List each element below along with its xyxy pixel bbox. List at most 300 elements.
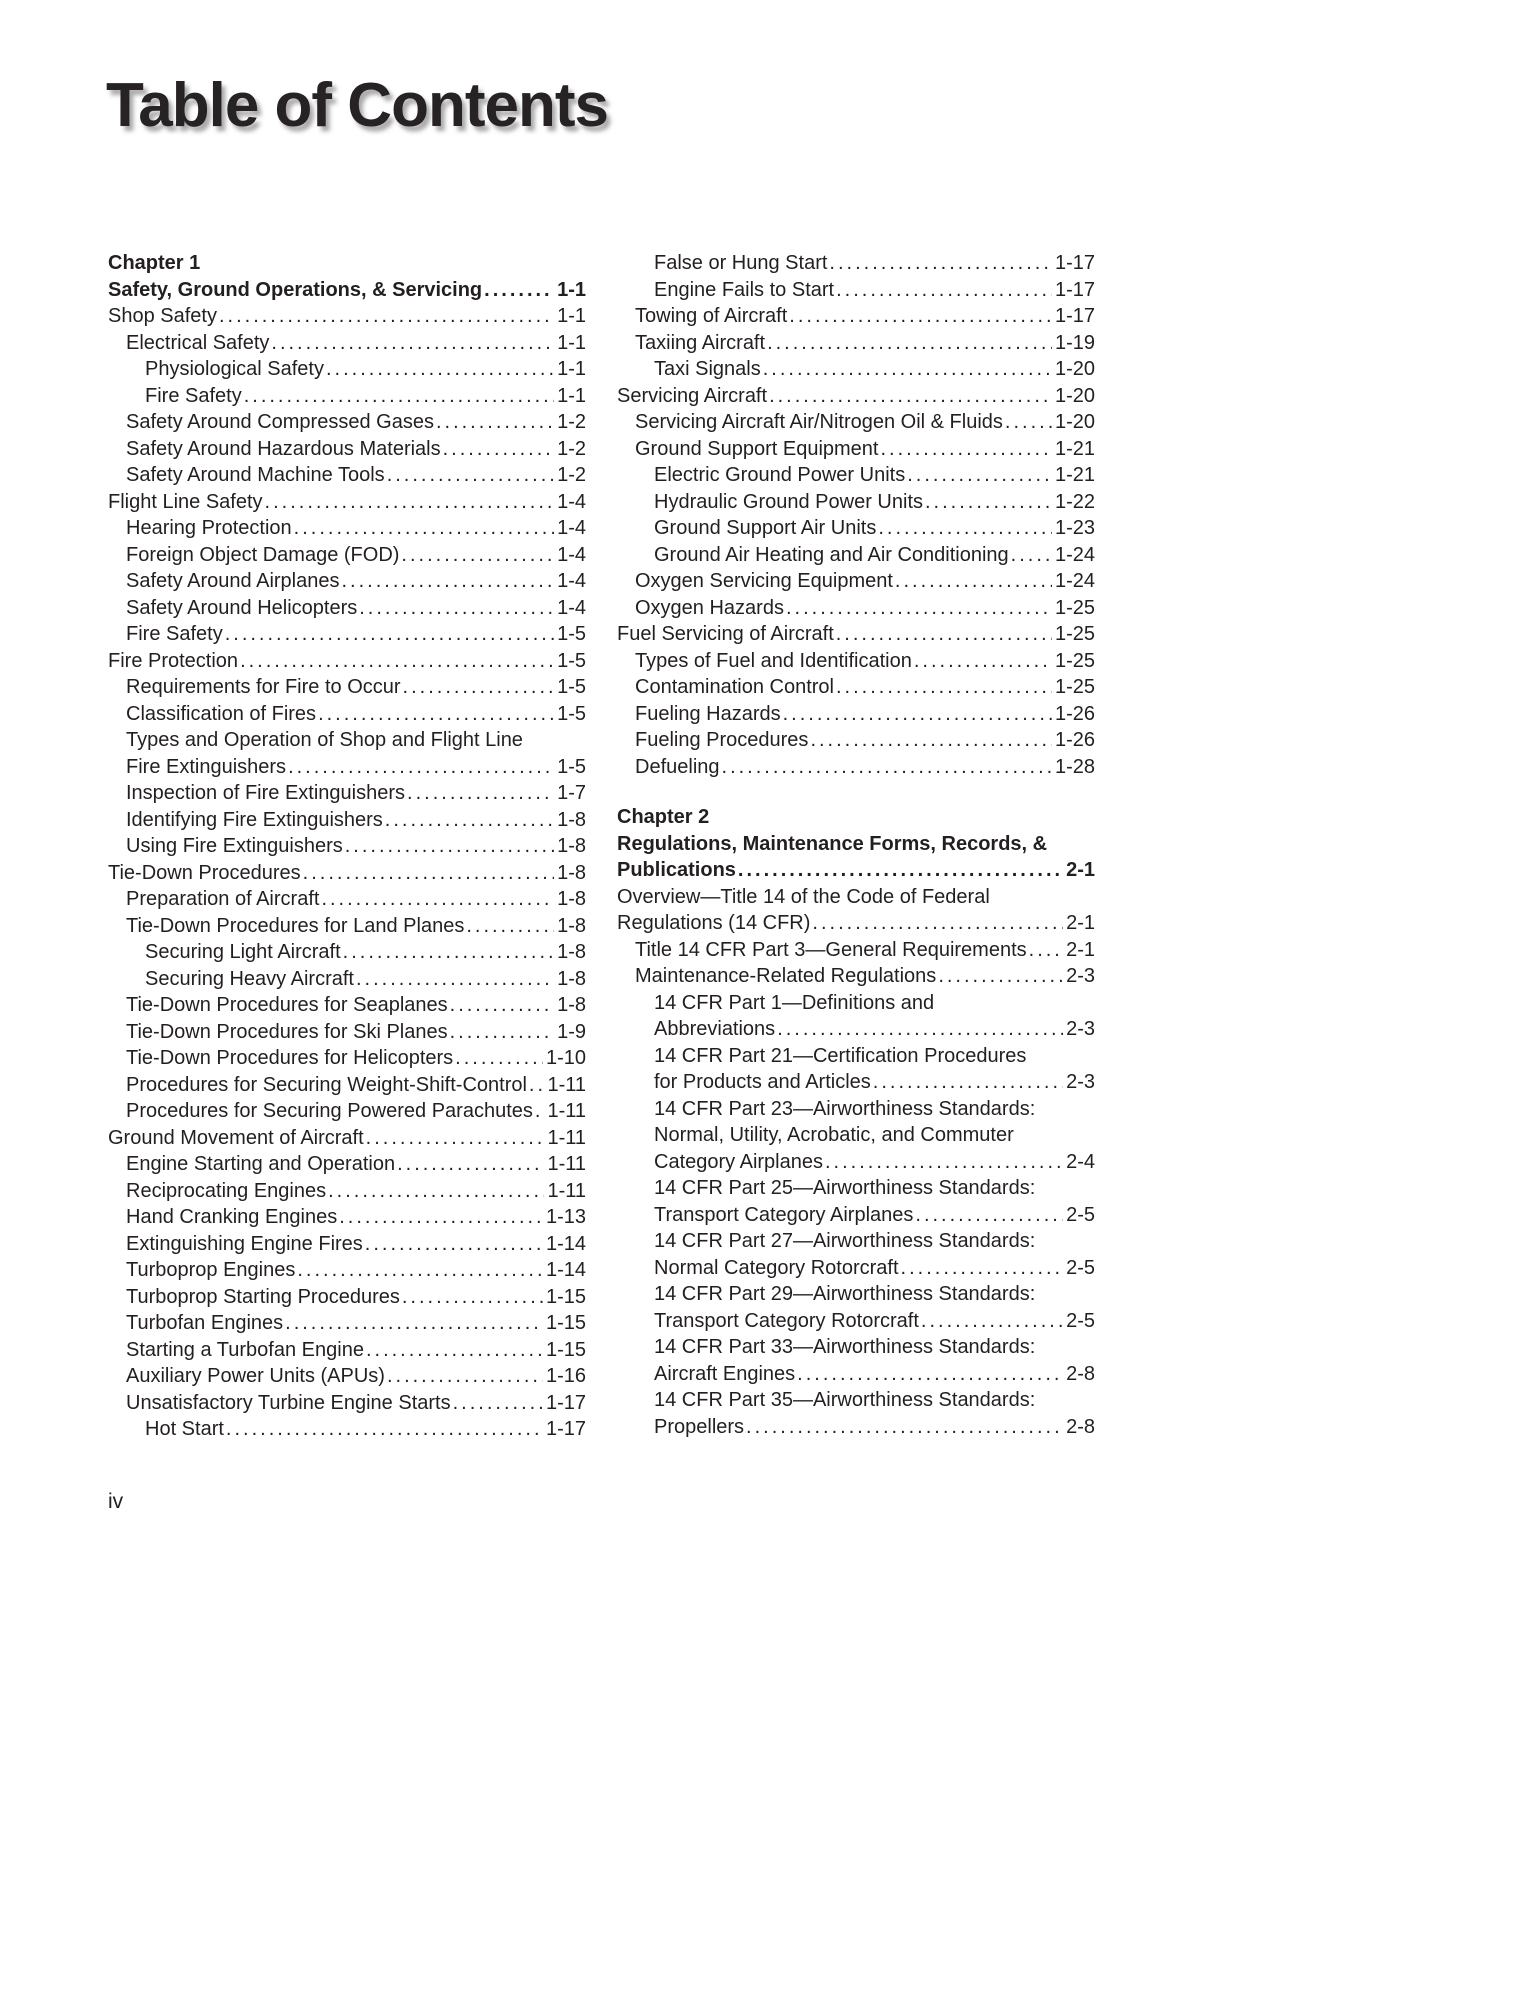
toc-entry-text: Reciprocating Engines (126, 1179, 327, 1202)
toc-entry-line (108, 489, 586, 516)
toc-entry (108, 674, 586, 701)
toc-entry (617, 409, 1095, 436)
toc-page-number: 1-7 (557, 782, 586, 804)
toc-entry-text: Oxygen Hazards (635, 596, 784, 619)
toc-entry-text: Category Airplanes (654, 1150, 823, 1173)
dot-leader (789, 303, 1052, 330)
toc-entry-line (126, 1363, 586, 1390)
dot-leader (769, 383, 1052, 410)
toc-entry-text: Securing Heavy Aircraft (145, 967, 354, 990)
toc-entry-line (654, 1334, 1095, 1361)
dot-leader (873, 1069, 1063, 1096)
toc-entry-text: Tie-Down Procedures for Helicopters (126, 1047, 454, 1069)
toc-entry-line (126, 1284, 586, 1311)
toc-entry (617, 462, 1095, 489)
toc-page-number: 2-3 (1066, 965, 1095, 987)
toc-page-number: 1-1 (557, 384, 586, 407)
dot-leader (783, 701, 1052, 728)
toc-entry-line (635, 568, 1095, 595)
toc-entry-line (126, 727, 586, 754)
toc-page-number: 1-1 (557, 331, 586, 354)
toc-entry-line (126, 595, 586, 622)
toc-entry-text: Types and Operation of Shop and Flight Line (126, 729, 523, 751)
toc-entry (617, 1387, 1095, 1440)
toc-entry-text: Servicing Aircraft (617, 384, 768, 407)
toc-entry-text: Preparation of Aircraft (126, 888, 320, 910)
toc-entry-text: Ground Support Air Units (654, 517, 877, 539)
dot-leader (297, 1257, 543, 1284)
toc-entry-line (126, 886, 586, 913)
toc-entry-line (654, 1387, 1095, 1414)
dot-leader (881, 436, 1052, 463)
toc-entry (108, 1231, 586, 1258)
toc-entry-text: Overview—Title 14 of the Code of Federal (617, 885, 990, 908)
toc-entry-line (126, 462, 586, 489)
toc-page-number: 1-5 (557, 649, 586, 672)
toc-page-number: 1-17 (1054, 252, 1095, 274)
toc-page-number: 2-5 (1066, 1309, 1095, 1332)
dot-leader (836, 277, 1052, 304)
toc-entry-text: Securing Light Aircraft (145, 941, 341, 963)
dot-leader (722, 754, 1052, 781)
toc-entry (108, 1284, 586, 1311)
toc-entry-text: Normal Category Rotorcraft (654, 1256, 899, 1279)
toc-entry (108, 1098, 586, 1125)
toc-page-number: 2-5 (1066, 1203, 1095, 1226)
toc-entry (108, 1363, 586, 1390)
toc-entry-line (126, 1204, 586, 1231)
toc-page-number: 1-15 (545, 1285, 586, 1308)
toc-entry (617, 356, 1095, 383)
toc-entry-text: Turbofan Engines (126, 1312, 284, 1334)
toc-entry-line (126, 621, 586, 648)
toc-entry (617, 621, 1095, 648)
dot-leader (746, 1414, 1063, 1441)
toc-page-number: 2-1 (1066, 938, 1095, 961)
toc-entry-text: False or Hung Start (654, 252, 828, 274)
toc-entry (617, 937, 1095, 964)
toc-entry-text: Shop Safety (108, 305, 217, 327)
toc-page-number: 1-21 (1054, 464, 1095, 486)
toc-entry-line (654, 1414, 1095, 1441)
dot-leader (219, 303, 554, 330)
toc-entry-text: Safety Around Machine Tools (126, 464, 385, 486)
dot-leader (387, 462, 554, 489)
toc-page-number: 1-5 (557, 702, 586, 725)
toc-entry-text: Ground Air Heating and Air Conditioning (654, 543, 1009, 566)
toc-entry (617, 383, 1095, 410)
toc-entry-text: Transport Category Airplanes (654, 1203, 914, 1226)
toc-entry-line (126, 807, 586, 834)
toc-page-number: 1-20 (1054, 411, 1095, 433)
toc-entry (617, 754, 1095, 781)
dot-leader (450, 992, 554, 1019)
toc-entry (108, 330, 586, 357)
toc-entry-line (635, 648, 1095, 675)
toc-entry-text: Identifying Fire Extinguishers (126, 808, 383, 831)
toc-entry-text: Tie-Down Procedures for Land Planes (126, 914, 465, 937)
toc-entry-line (654, 515, 1095, 542)
toc-entry (617, 1334, 1095, 1387)
toc-entry (108, 409, 586, 436)
toc-page-number: 1-8 (557, 914, 586, 937)
toc-page-number: 1-8 (557, 967, 586, 990)
toc-entry (108, 807, 586, 834)
toc-page-number: 1-1 (557, 278, 586, 301)
toc-column-left (108, 250, 586, 1443)
toc-entry-text: 14 CFR Part 33—Airworthiness Standards: (654, 1336, 1036, 1358)
dot-leader (385, 807, 554, 834)
toc-entry-line (126, 1045, 586, 1072)
section-gap (617, 780, 1095, 804)
toc-entry-text: Engine Fails to Start (654, 278, 835, 301)
toc-page-number: 1-24 (1054, 570, 1095, 592)
toc-page-number: 1-4 (557, 570, 586, 592)
toc-page-number: 1-2 (557, 437, 586, 460)
toc-entry-text: Flight Line Safety (108, 490, 263, 513)
toc-entry-line (617, 884, 1095, 911)
toc-entry (617, 884, 1095, 937)
toc-entry-text: Taxiing Aircraft (635, 331, 766, 354)
toc-entry-text: Hot Start (145, 1418, 224, 1440)
toc-entry (617, 648, 1095, 675)
toc-entry (617, 303, 1095, 330)
toc-entry-line (145, 939, 586, 966)
toc-entry (617, 1043, 1095, 1096)
toc-entry-line (654, 250, 1095, 277)
toc-entry-line (126, 992, 586, 1019)
toc-entry (617, 595, 1095, 622)
toc-page-number: 1-19 (1054, 331, 1095, 354)
toc-page-number: 1-2 (557, 464, 586, 486)
toc-page-number: 1-25 (1054, 596, 1095, 619)
toc-entry (108, 1178, 586, 1205)
toc-page-number: 2-8 (1066, 1362, 1095, 1385)
dot-leader (401, 542, 554, 569)
dot-leader (226, 1416, 543, 1443)
toc-entry (108, 939, 586, 966)
toc-entry-line (126, 833, 586, 860)
toc-entry (617, 701, 1095, 728)
toc-entry-text: Hydraulic Ground Power Units (654, 490, 923, 513)
toc-columns (108, 250, 1095, 1443)
toc-page-number: 1-26 (1054, 702, 1095, 725)
toc-entry-text: Fuel Servicing of Aircraft (617, 623, 834, 645)
toc-entry-line (126, 409, 586, 436)
toc-entry-text: 14 CFR Part 23—Airworthiness Standards: (654, 1097, 1036, 1120)
toc-entry-text: Normal, Utility, Acrobatic, and Commuter (654, 1124, 1014, 1146)
dot-leader (366, 1337, 543, 1364)
dot-leader (836, 621, 1052, 648)
toc-page-number: 1-1 (557, 305, 586, 327)
toc-page-number: 1-5 (557, 676, 586, 698)
toc-entry-line (654, 1175, 1095, 1202)
toc-entry (108, 356, 586, 383)
toc-entry (108, 515, 586, 542)
toc-entry-line (635, 409, 1095, 436)
toc-page-number: 1-13 (545, 1206, 586, 1228)
toc-page-number: 1-11 (547, 1126, 586, 1149)
toc-entry-line (108, 277, 586, 304)
toc-entry-line (126, 568, 586, 595)
toc-entry-line (654, 1122, 1095, 1149)
toc-page-number: 1-25 (1054, 649, 1095, 672)
toc-entry-text: 14 CFR Part 27—Airworthiness Standards: (654, 1230, 1036, 1252)
toc-entry-text: Tie-Down Procedures for Ski Planes (126, 1020, 448, 1043)
toc-entry (617, 330, 1095, 357)
toc-entry (108, 913, 586, 940)
dot-leader (786, 595, 1052, 622)
toc-entry-text: Chapter 2 (617, 806, 710, 828)
dot-leader (436, 409, 554, 436)
toc-entry-text: Inspection of Fire Extinguishers (126, 782, 406, 804)
dot-leader (915, 1202, 1063, 1229)
toc-entry (617, 542, 1095, 569)
toc-entry (108, 648, 586, 675)
toc-entry (617, 1281, 1095, 1334)
toc-entry-line (654, 990, 1095, 1017)
dot-leader (455, 1045, 543, 1072)
toc-entry-line (654, 1361, 1095, 1388)
toc-page-number: 1-11 (547, 1153, 586, 1175)
toc-page-number: 1-23 (1054, 517, 1095, 539)
dot-leader (341, 568, 554, 595)
toc-page-number: 1-8 (557, 994, 586, 1016)
dot-leader (443, 436, 554, 463)
dot-leader (244, 383, 554, 410)
toc-entry-text: Extinguishing Engine Fires (126, 1232, 363, 1255)
toc-page-number: 1-25 (1054, 676, 1095, 698)
toc-entry-text: Fueling Procedures (635, 729, 809, 751)
toc-entry-text: Taxi Signals (654, 358, 761, 380)
toc-entry (108, 462, 586, 489)
toc-entry-line (126, 1151, 586, 1178)
toc-entry-line (654, 1096, 1095, 1123)
toc-entry-text: Hand Cranking Engines (126, 1206, 338, 1228)
toc-page-number: 1-5 (557, 623, 586, 645)
toc-entry-text: Requirements for Fire to Occur (126, 676, 401, 698)
toc-entry (108, 303, 586, 330)
dot-leader (294, 515, 554, 542)
toc-entry-text: Electric Ground Power Units (654, 464, 906, 486)
toc-entry (108, 701, 586, 728)
toc-entry-line (126, 701, 586, 728)
dot-leader (529, 1072, 545, 1099)
toc-page-number: 1-25 (1054, 623, 1095, 645)
toc-entry (108, 1416, 586, 1443)
toc-page-number: 1-22 (1054, 490, 1095, 513)
toc-entry-line (617, 857, 1095, 884)
toc-entry-line (126, 674, 586, 701)
toc-entry-text: Towing of Aircraft (635, 305, 788, 327)
dot-leader (812, 910, 1063, 937)
toc-entry-line (654, 1255, 1095, 1282)
toc-entry (108, 727, 586, 780)
page-title: Table of Contents (106, 71, 608, 140)
dot-leader (777, 1016, 1063, 1043)
toc-entry-line (654, 1202, 1095, 1229)
toc-entry-line (126, 1019, 586, 1046)
toc-entry-line (654, 356, 1095, 383)
dot-leader (810, 727, 1052, 754)
dot-leader (895, 568, 1052, 595)
toc-entry-line (145, 356, 586, 383)
toc-page-number: 1-8 (557, 861, 586, 884)
toc-page-number: 1-11 (547, 1073, 586, 1096)
toc-entry-text: for Products and Articles (654, 1071, 871, 1093)
dot-leader (265, 489, 555, 516)
toc-page-number: 1-14 (545, 1232, 586, 1255)
toc-entry-line (654, 277, 1095, 304)
toc-entry-line (654, 489, 1095, 516)
toc-entry-text: Fire Safety (145, 384, 242, 407)
toc-page-number: 1-28 (1054, 755, 1095, 778)
toc-entry (108, 1019, 586, 1046)
toc-entry-text: Safety Around Compressed Gases (126, 411, 434, 433)
toc-entry-line (654, 1043, 1095, 1070)
toc-entry-line (635, 330, 1095, 357)
toc-page-number: 1-8 (557, 941, 586, 963)
toc-page-number: 1-17 (545, 1391, 586, 1414)
dot-leader (938, 963, 1063, 990)
dot-leader (1005, 409, 1052, 436)
dot-leader (359, 595, 554, 622)
dot-leader (271, 330, 554, 357)
toc-page-number: 1-24 (1054, 543, 1095, 566)
toc-page-number: 2-5 (1066, 1256, 1095, 1279)
toc-page-number: 1-4 (557, 543, 586, 566)
toc-entry-text: Physiological Safety (145, 358, 324, 380)
toc-entry-line (126, 754, 586, 781)
toc-entry-text: Fire Safety (126, 623, 223, 645)
dot-leader (738, 857, 1063, 884)
dot-leader (825, 1149, 1063, 1176)
toc-entry-line (108, 860, 586, 887)
toc-entry-line (126, 515, 586, 542)
dot-leader (345, 833, 554, 860)
toc-page-number: 1-20 (1054, 358, 1095, 380)
toc-entry (617, 1175, 1095, 1228)
dot-leader (343, 939, 554, 966)
toc-entry-text: Title 14 CFR Part 3—General Requirements (635, 938, 1027, 961)
dot-leader (484, 277, 554, 304)
toc-entry-line (126, 1337, 586, 1364)
toc-page-number: 2-3 (1066, 1071, 1095, 1093)
dot-leader (407, 780, 554, 807)
toc-page-number: 1-8 (557, 888, 586, 910)
toc-page-number: 1-17 (1054, 305, 1095, 327)
toc-page-number: 1-17 (1054, 278, 1095, 301)
toc-page-number: 2-4 (1066, 1150, 1095, 1173)
toc-entry-text: Aircraft Engines (654, 1362, 796, 1385)
toc-entry-text: Starting a Turbofan Engine (126, 1338, 364, 1361)
toc-entry-text: 14 CFR Part 21—Certification Procedures (654, 1044, 1027, 1067)
toc-page-number: 1-2 (557, 411, 586, 433)
toc-entry-text: Safety Around Hazardous Materials (126, 437, 441, 460)
toc-entry-text: Turboprop Engines (126, 1259, 296, 1281)
dot-leader (365, 1231, 543, 1258)
toc-column-right (617, 250, 1095, 1443)
toc-page-number: 2-8 (1066, 1415, 1095, 1438)
toc-entry (108, 1045, 586, 1072)
dot-leader (225, 621, 554, 648)
toc-page-number: 1-11 (547, 1100, 586, 1122)
toc-entry-line (126, 436, 586, 463)
toc-entry (617, 674, 1095, 701)
toc-entry-text: Abbreviations (654, 1018, 776, 1040)
toc-entry-text: Chapter 1 (108, 252, 201, 274)
toc-entry-text: Hearing Protection (126, 517, 292, 539)
toc-entry (108, 780, 586, 807)
toc-entry (617, 1096, 1095, 1176)
toc-entry-text: Electrical Safety (126, 331, 270, 354)
toc-entry-line (126, 1257, 586, 1284)
toc-entry-text: Maintenance-Related Regulations (635, 965, 937, 987)
toc-entry (617, 250, 1095, 277)
toc-entry-text: Safety, Ground Operations, & Servicing (108, 278, 483, 301)
toc-entry-line (126, 1310, 586, 1337)
toc-page-number: 1-11 (547, 1179, 586, 1202)
toc-entry-line (145, 1416, 586, 1443)
toc-entry (108, 621, 586, 648)
toc-entry-text: Safety Around Helicopters (126, 596, 358, 619)
dot-leader (450, 1019, 554, 1046)
toc-entry (108, 1204, 586, 1231)
toc-page-number: 1-4 (557, 596, 586, 619)
toc-entry-text: Transport Category Rotorcraft (654, 1309, 919, 1332)
toc-entry-text: Turboprop Starting Procedures (126, 1285, 400, 1308)
toc-entry (617, 489, 1095, 516)
toc-entry-text: Oxygen Servicing Equipment (635, 570, 893, 592)
toc-entry-line (635, 727, 1095, 754)
toc-entry (108, 966, 586, 993)
toc-page-number: 1-8 (557, 835, 586, 857)
toc-entry-line (635, 701, 1095, 728)
toc-entry (617, 277, 1095, 304)
dot-leader (356, 966, 554, 993)
toc-page-number: 1-5 (557, 755, 586, 778)
dot-leader (763, 356, 1052, 383)
toc-entry-line (145, 966, 586, 993)
dot-leader (321, 886, 554, 913)
dot-leader (339, 1204, 543, 1231)
toc-entry-line (635, 303, 1095, 330)
toc-entry-text: Servicing Aircraft Air/Nitrogen Oil & Fluids (635, 411, 1003, 433)
dot-leader (836, 674, 1052, 701)
dot-leader (878, 515, 1052, 542)
dot-leader (829, 250, 1052, 277)
toc-entry (108, 568, 586, 595)
toc-page-number: 1-15 (545, 1338, 586, 1361)
toc-page-number: 2-3 (1066, 1018, 1095, 1040)
toc-entry (617, 515, 1095, 542)
toc-entry-text: Fire Protection (108, 649, 239, 672)
toc-entry (108, 1072, 586, 1099)
toc-entry-text: Regulations (14 CFR) (617, 912, 811, 934)
toc-entry (617, 804, 1095, 831)
dot-leader (907, 462, 1052, 489)
toc-page-number: 2-1 (1066, 859, 1095, 881)
toc-page-number: 1-1 (557, 358, 586, 380)
toc-entry-line (654, 1069, 1095, 1096)
toc-entry-line (126, 330, 586, 357)
toc-entry (108, 833, 586, 860)
toc-entry-line (108, 1125, 586, 1152)
dot-leader (403, 674, 555, 701)
dot-leader (921, 1308, 1063, 1335)
toc-entry-text: Engine Starting and Operation (126, 1153, 396, 1175)
dot-leader (466, 913, 554, 940)
